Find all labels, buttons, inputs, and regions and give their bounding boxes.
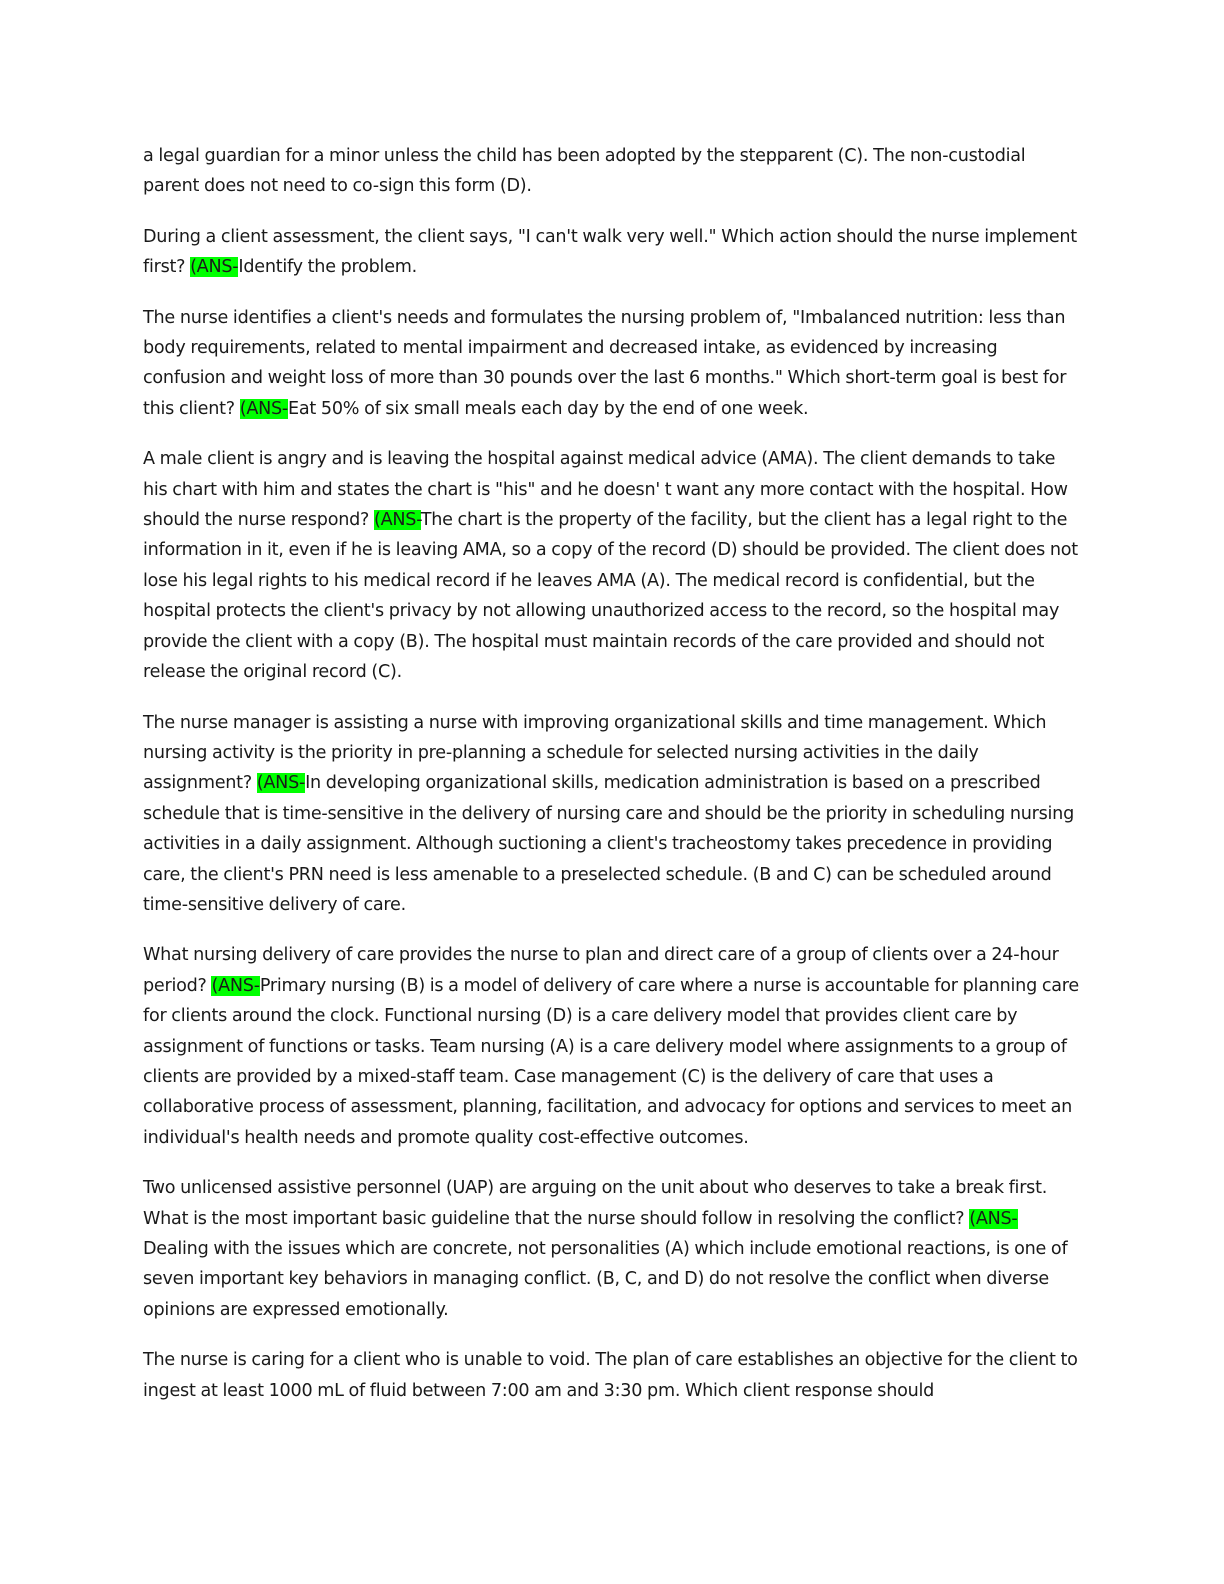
question-paragraph-truncated <box>143 1345 1083 1406</box>
answer-text: Eat 50% of six small meals each day by the end of one week. <box>288 398 809 419</box>
question-paragraph <box>143 940 1083 1153</box>
answer-text: In developing organizational skills, medication administration is based on a prescribed schedule that is time-sensitive in the delivery of nursing care and should be the priority in scheduling nursing activities in a daily assignment. Although suctioning a client's tracheostomy takes precedence in providing care, the client's PRN need is less amenable to a preselected schedule. (B and C) can be scheduled around time-sensitive delivery of care. <box>143 773 1074 915</box>
answer-marker: (ANS- <box>239 398 289 419</box>
question-text: During a client assessment, the client says, "I can't walk very well." Which action should the nurse implement first? <box>143 226 1077 278</box>
question-paragraph <box>143 222 1083 283</box>
question-text: Two unlicensed assistive personnel (UAP) are arguing on the unit about who deserves to take a break first. What is the most important basic guideline that the nurse should follow in resolving the conflict? <box>143 1178 1048 1229</box>
answer-marker: (ANS- <box>211 975 260 996</box>
document-body <box>143 141 1083 1426</box>
answer-text: Dealing with the issues which are concrete, not personalities (A) which include emotional reactions, is one of seven important key behaviors in managing conflict. (B, C, and D) do not resolve the conflict when diverse opinions are expressed emotionally. <box>143 1239 1068 1320</box>
answer-marker: (ANS- <box>256 773 306 794</box>
question-paragraph <box>143 1173 1083 1325</box>
question-paragraph <box>143 444 1083 687</box>
answer-text: The chart is the property of the facility, but the client has a legal right to the information in it, even if he is leaving AMA, so a copy of the record (D) should be provided. The client does not lose his legal rights to his medical record if he leaves AMA (A). The medical record is confidential, but the hospital protects the client's privacy by not allowing unauthorized access to the record, so the hospital may provide the client with a copy (B). The hospital must maintain records of the care provided and should not release the original record (C). <box>143 510 1078 683</box>
question-text: What nursing delivery of care provides the nurse to plan and direct care of a group of clients over a 24-hour period? <box>143 945 1059 996</box>
answer-marker: (ANS- <box>190 257 239 278</box>
question-text: The nurse is caring for a client who is unable to void. The plan of care establishes an objective for the client to ingest at least 1000 mL of fluid between 7:00 am and 3:30 pm. Which client response should <box>143 1350 1078 1401</box>
answer-marker: (ANS- <box>373 510 421 531</box>
question-paragraph <box>143 708 1083 921</box>
question-text: The nurse manager is assisting a nurse with improving organizational skills and time management. Which nursing activity is the priority in pre-planning a schedule for selected nursing activities in the daily assignment? <box>143 712 1047 794</box>
answer-text: Primary nursing (B) is a model of delivery of care where a nurse is accountable for planning care for clients around the clock. Functional nursing (D) is a care delivery model that provides client care by assignment of functions or tasks. Team nursing (A) is a care delivery model where assignments to a group of clients are provided by a mixed-staff team. Case management (C) is the delivery of care that uses a collaborative process of assessment, planning, facilitation, and advocacy for options and services to meet an individual's health needs and promote quality cost-effective outcomes. <box>143 975 1079 1148</box>
question-text: A male client is angry and is leaving the hospital against medical advice (AMA). The client demands to take his chart with him and states the chart is "his" and he doesn' t want any more contact with the hospital. How should the nurse respond? <box>143 449 1068 531</box>
question-paragraph <box>143 303 1083 425</box>
answer-text: Identify the problem. <box>238 257 418 278</box>
question-text: The nurse identifies a client's needs and formulates the nursing problem of, "Imbalanced nutrition: less than body requirements, related to mental impairment and decreased intake, as evidenced by increasing confusion and weight loss of more than 30 pounds over the last 6 months." Which short-term goal is best for this client? <box>143 307 1067 419</box>
paragraph-continuation <box>143 141 1083 202</box>
paragraph-text: a legal guardian for a minor unless the child has been adopted by the stepparent (C). The non-custodial parent does not need to co-sign this form (D). <box>143 146 1026 197</box>
answer-marker: (ANS- <box>969 1208 1018 1229</box>
